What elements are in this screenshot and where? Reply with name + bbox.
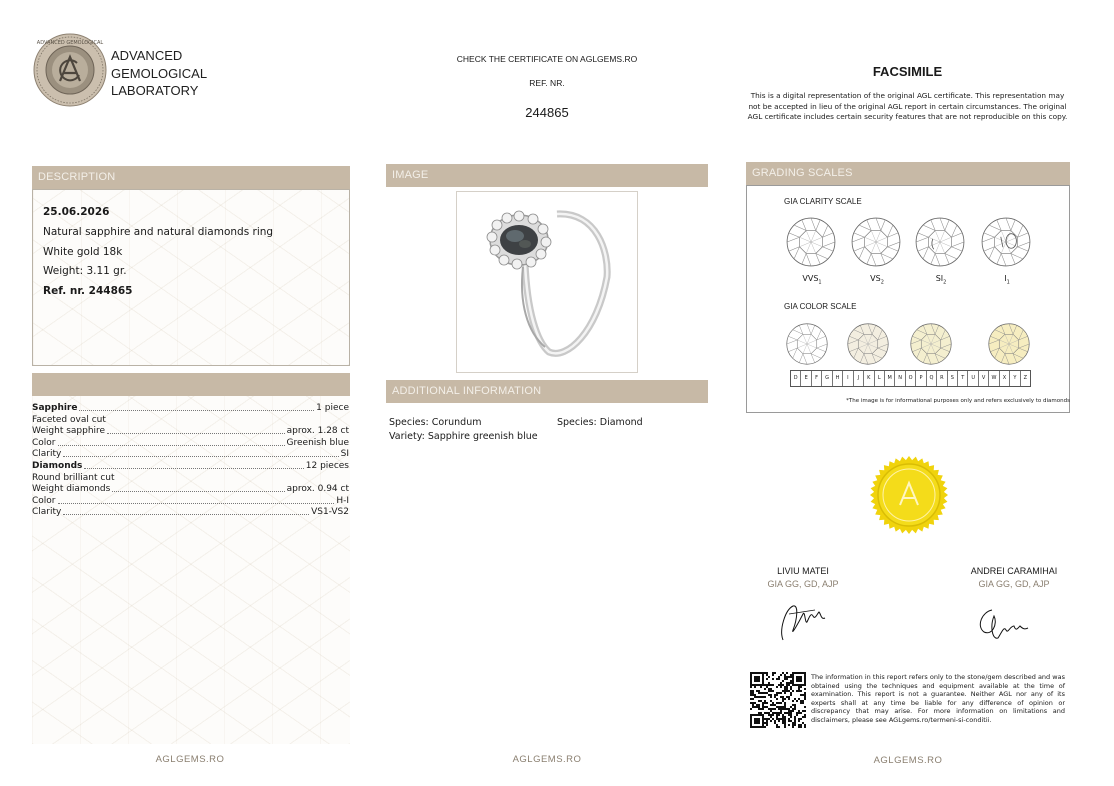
clarity-diamond	[914, 216, 966, 272]
spec-value: 1 piece	[316, 403, 349, 413]
signature-2-name: ANDREI CARAMIHAI	[970, 566, 1058, 576]
color-scale-letter: X	[999, 371, 1009, 386]
ring-image	[456, 191, 638, 373]
color-scale-letter: R	[936, 371, 946, 386]
spec-key: Weight sapphire	[32, 426, 106, 437]
signature-2-image	[974, 602, 1034, 644]
grading-note: *The image is for informational purposes only and refers exclusively to diamonds	[846, 398, 1070, 404]
additional-info-band: ADDITIONAL INFORMATION	[386, 380, 708, 403]
clarity-diamond	[850, 216, 902, 272]
clarity-grade-main: I	[1004, 274, 1007, 283]
spec-key: Clarity	[32, 507, 62, 518]
legal-disclaimer: The information in this report refers only to the stone/gem described and was obtained using the techniques and equipment available at the time of examination. This report is not a guarantee. Neither AGL nor any of its experts shall at any time be liable for any difference of opinion or discrepancy that may arise. For more information on limitations and disclaimers, please see AGLgems.ro/termeni-si-conditii.	[811, 673, 1065, 724]
svg-text:ADVANCED GEMOLOGICAL: ADVANCED GEMOLOGICAL	[36, 40, 104, 46]
color-scale-letter: E	[800, 371, 810, 386]
description-item: Natural sapphire and natural diamonds ring	[43, 226, 274, 238]
color-scale-letter: L	[874, 371, 884, 386]
signature-1-image	[775, 600, 833, 646]
lab-name-line-3: LABORATORY	[111, 83, 199, 98]
image-band: IMAGE	[386, 164, 708, 187]
color-scale-letter: O	[905, 371, 915, 386]
description-ref: Ref. nr. 244865	[43, 285, 133, 297]
clarity-grade-sub: 2	[943, 279, 947, 286]
spec-key: Faceted oval cut	[32, 414, 106, 425]
color-scale-ruler	[790, 370, 1031, 387]
lab-name	[111, 47, 207, 100]
spec-row	[32, 472, 349, 484]
spec-key: Clarity	[32, 449, 62, 460]
grading-band: GRADING SCALES	[746, 162, 1070, 185]
spec-key: Weight diamonds	[32, 484, 111, 495]
specs-band	[32, 373, 350, 396]
description-date: 25.06.2026	[43, 206, 110, 218]
facsimile-title: FACSIMILE	[872, 64, 943, 79]
facsimile-text: This is a digital representation of the original AGL certificate. This representation may not be accepted in lieu of the original AGL report in certain circumstances. The original AGL certificate includes certain security features that are not reproducible on this copy.	[747, 91, 1068, 121]
qr-code	[750, 672, 806, 728]
additional-variety-left: Variety: Sapphire greenish blue	[389, 431, 538, 442]
color-diamond	[987, 322, 1031, 370]
color-diamond	[909, 322, 953, 370]
description-metal: White gold 18k	[43, 246, 123, 258]
ref-number: 244865	[525, 105, 569, 120]
description-weight: Weight: 3.11 gr.	[43, 265, 127, 277]
color-scale-letter: Y	[1009, 371, 1019, 386]
color-scale-letter: F	[811, 371, 821, 386]
check-certificate-text: CHECK THE CERTIFICATE ON AGLGEMS.RO	[456, 54, 638, 64]
spec-row	[32, 402, 349, 414]
clarity-grade-label	[866, 274, 888, 286]
color-scale-letter: W	[988, 371, 998, 386]
spec-row	[32, 414, 349, 426]
color-scale-letter: S	[947, 371, 957, 386]
color-scale-letter: K	[863, 371, 873, 386]
color-scale-letter: Z	[1020, 371, 1030, 386]
clarity-grade-sub: 2	[880, 279, 884, 286]
spec-key: Round brilliant cut	[32, 472, 115, 483]
description-band: DESCRIPTION	[32, 166, 350, 189]
ref-label: REF. NR.	[529, 78, 565, 88]
signature-1-title: GIA GG, GD, AJP	[767, 579, 839, 589]
clarity-grade-label	[801, 274, 823, 286]
clarity-grade-sub: 1	[1006, 279, 1010, 286]
spec-row	[32, 495, 349, 507]
spec-key: Color	[32, 495, 56, 506]
description-box	[32, 189, 350, 366]
clarity-grade-label	[930, 274, 952, 286]
lab-name-line-1: ADVANCED	[111, 48, 183, 63]
spec-value: SI	[340, 449, 349, 460]
spec-row	[32, 425, 349, 437]
spec-row	[32, 448, 349, 460]
color-diamond	[846, 322, 890, 370]
clarity-grade-main: VVS	[802, 274, 819, 283]
color-scale-letter: J	[853, 371, 863, 386]
signature-2-title: GIA GG, GD, AJP	[978, 579, 1050, 589]
color-scale-letter: G	[821, 371, 831, 386]
footer-right: AGLGEMS.RO	[873, 755, 943, 766]
additional-species-left: Species: Corundum	[389, 417, 482, 428]
lab-seal-logo	[33, 33, 107, 107]
color-scale-letter: V	[978, 371, 988, 386]
color-scale-letter: D	[793, 375, 798, 381]
spec-row	[32, 460, 349, 472]
clarity-grade-main: SI	[935, 274, 944, 283]
spec-value: VS1-VS2	[311, 507, 349, 518]
spec-row	[32, 506, 349, 518]
lab-name-line-2: GEMOLOGICAL	[111, 65, 208, 81]
spec-row	[32, 437, 349, 449]
color-scale-letter: M	[884, 371, 894, 386]
clarity-grade-label	[996, 274, 1018, 286]
color-scale-letter: H	[832, 371, 842, 386]
spec-value: aprox. 1.28 ct	[286, 426, 349, 437]
spec-key: Sapphire	[32, 403, 78, 413]
spec-value: aprox. 0.94 ct	[286, 484, 349, 495]
spec-value: Greenish blue	[286, 437, 349, 448]
footer-left: AGLGEMS.RO	[155, 754, 225, 765]
color-scale-letter: N	[894, 371, 904, 386]
color-scale-letter: T	[957, 371, 967, 386]
spec-value: H-I	[336, 495, 349, 506]
additional-species-right: Species: Diamond	[557, 417, 643, 428]
color-scale-letter: Q	[926, 371, 936, 386]
clarity-scale-title: GIA CLARITY SCALE	[784, 197, 862, 206]
footer-center: AGLGEMS.RO	[512, 754, 582, 765]
clarity-diamond	[785, 216, 837, 272]
spec-key: Diamonds	[32, 461, 83, 471]
clarity-grade-main: VS	[870, 274, 881, 283]
color-scale-letter: P	[915, 371, 925, 386]
color-diamond	[785, 322, 829, 370]
spec-value: 12 pieces	[305, 461, 349, 471]
color-scale-title: GIA COLOR SCALE	[784, 302, 857, 311]
spec-row	[32, 483, 349, 495]
signature-1-name: LIVIU MATEI	[777, 566, 829, 576]
color-scale-letter: U	[967, 371, 977, 386]
spec-key: Color	[32, 437, 56, 448]
gold-seal	[869, 455, 949, 535]
clarity-diamond	[980, 216, 1032, 272]
color-scale-letter: I	[842, 371, 852, 386]
clarity-grade-sub: 1	[818, 279, 822, 286]
